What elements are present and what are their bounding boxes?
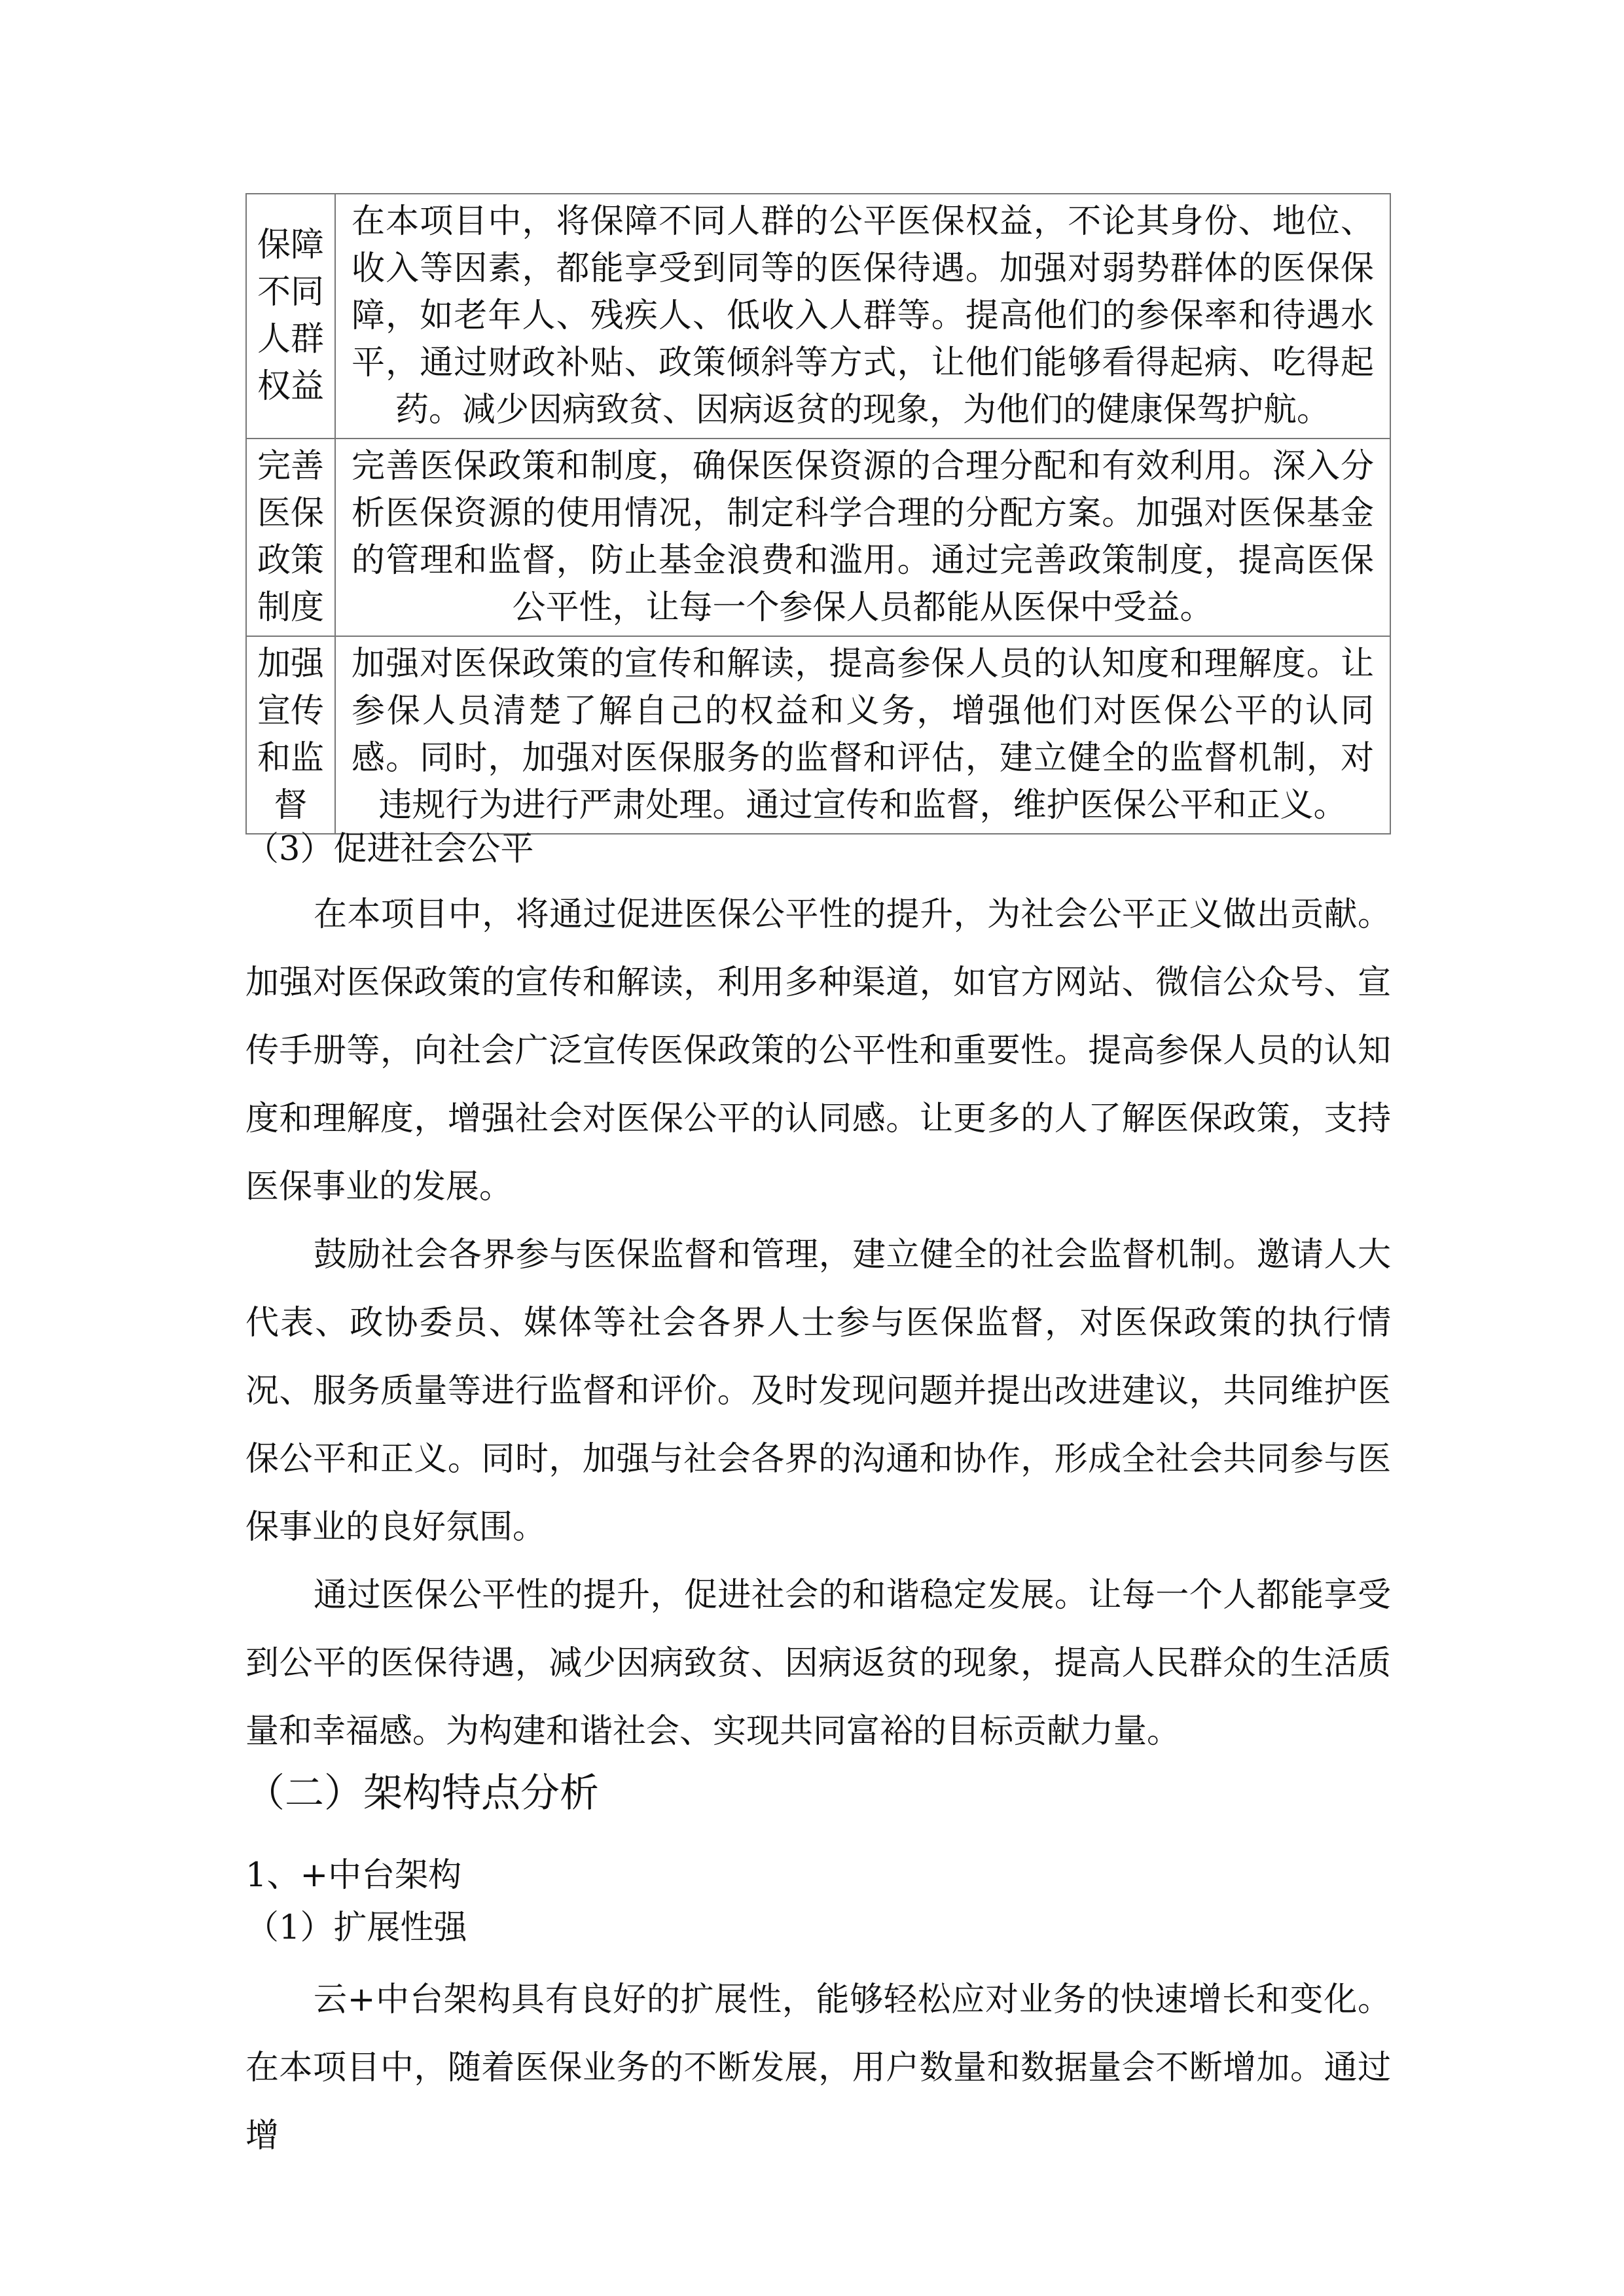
paragraph: 鼓励社会各界参与医保监督和管理，建立健全的社会监督机制。邀请人大代表、政协委员、媒体等社会各界人士参与医保监督，对医保政策的执行情况、服务质量等进行监督和评价。及时发现问题并提出改进建议，共同维护医保公平和正义。同时，加强与社会各界的沟通和协作，形成全社会共同参与医保事业的良好氛围。 [245, 1236, 1391, 1547]
table-row [246, 636, 1390, 834]
row-text: 加强对医保政策的宣传和解读，提高参保人员的认知度和理解度。让参保人员清楚了解自己的权益和义务，增强他们对医保公平的认同感。同时，加强对医保服务的监督和评估，建立健全的监督机制，对违规行为进行严肃处理。通过宣传和监督，维护医保公平和正义。 [335, 636, 1390, 834]
section-heading-3: （3）促进社会公平 [245, 830, 534, 869]
section-heading-architecture: （二）架构特点分析 [245, 1770, 599, 1816]
row-label: 保障不同人群权益 [246, 194, 335, 439]
paragraph: 云+中台架构具有良好的扩展性，能够轻松应对业务的快速增长和变化。在本项目中，随着医保业务的不断发展，用户数量和数据量会不断增加。通过增 [245, 1981, 1391, 2155]
section-3-body [245, 881, 1391, 1766]
table-row [246, 439, 1390, 636]
scalability-body [245, 1966, 1391, 2170]
paragraph: 在本项目中，将通过促进医保公平性的提升，为社会公平正义做出贡献。加强对医保政策的宣传和解读，利用多种渠道，如官方网站、微信公众号、宣传手册等，向社会广泛宣传医保政策的公平性和重要性。提高参保人员的认知度和理解度，增强社会对医保公平的认同感。让更多的人了解医保政策，支持医保事业的发展。 [245, 895, 1391, 1206]
table-row [246, 194, 1390, 439]
paragraph: 通过医保公平性的提升，促进社会的和谐稳定发展。让每一个人都能享受到公平的医保待遇，减少因病致贫、因病返贫的现象，提高人民群众的生活质量和幸福感。为构建和谐社会、实现共同富裕的目标贡献力量。 [245, 1576, 1391, 1751]
subheading-middle-platform: 1、+中台架构 [245, 1856, 462, 1895]
measures-table [245, 193, 1391, 834]
row-text: 在本项目中，将保障不同人群的公平医保权益，不论其身份、地位、收入等因素，都能享受到同等的医保待遇。加强对弱势群体的医保保障，如老年人、残疾人、低收入人群等。提高他们的参保率和待遇水平，通过财政补贴、政策倾斜等方式，让他们能够看得起病、吃得起药。减少因病致贫、因病返贫的现象，为他们的健康保驾护航。 [335, 194, 1390, 439]
row-label: 完善医保政策制度 [246, 439, 335, 636]
row-label: 加强宣传和监督 [246, 636, 335, 834]
subheading-scalability: （1）扩展性强 [245, 1909, 467, 1947]
row-text: 完善医保政策和制度，确保医保资源的合理分配和有效利用。深入分析医保资源的使用情况，制定科学合理的分配方案。加强对医保基金的管理和监督，防止基金浪费和滥用。通过完善政策制度，提高医保公平性，让每一个参保人员都能从医保中受益。 [335, 439, 1390, 636]
